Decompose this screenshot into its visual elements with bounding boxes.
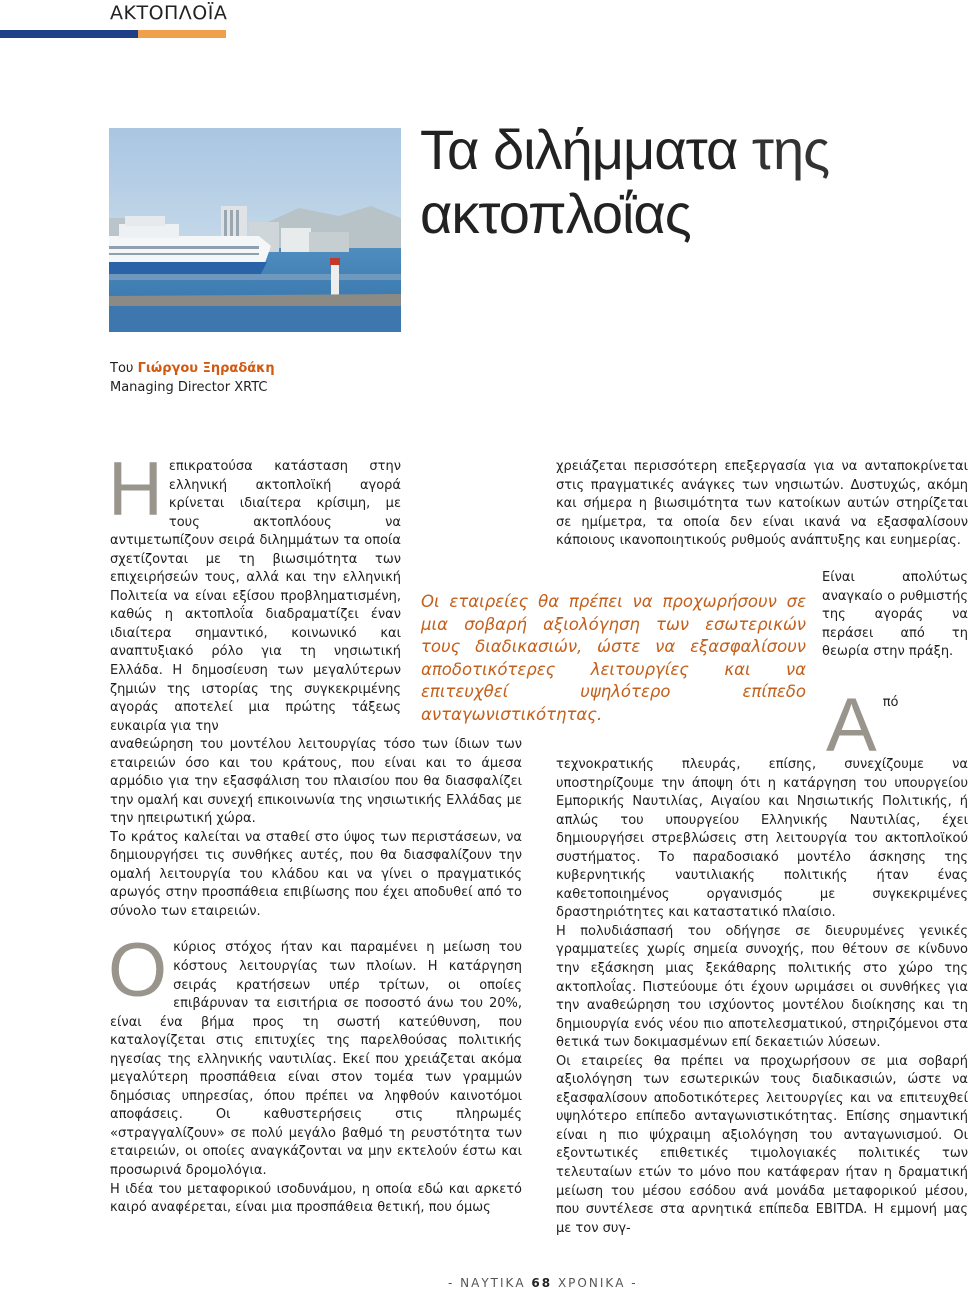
byline-author: Γιώργου Ξηραδάκη — [137, 361, 275, 376]
col1-paragraph-4: Η ιδέα του μεταφορικού ισοδυνάμου, η οποία εδώ και αρκετό καιρό αναφέρεται, είναι μια προσπάθεια θετική, που όμως — [110, 1181, 522, 1216]
column-1-lower — [110, 736, 522, 1218]
col1-paragraph-3: κύριος στόχος ήταν και παραμένει η μείωση του κόστους λειτουργίας των πλοίων. Η κατάργηση σειράς κρατήσεων υπέρ τρίτων, οι οποίες επιβάρυναν τα εισιτήρια σε ποσοστό άνω του 20%, είναι ένα βήμα προς τη σωστή κατεύθυνση, που καταλογίζεται στις επιτυχίες της παρελθούσας πολιτικής ηγεσίας της ελληνικής ναυτιλίας. Εκεί που χρειάζεται ακόμα μεγαλύτερη προσπάθεια είναι στον τομέα των γραμμών δημόσιας υπηρεσίας, όπου πρέπει να ληφθούν καινοτόμοι αποφάσεις. Οι καθυστερήσεις στις πληρωμές «στραγγαλίζουν» σε πολύ μεγάλο βαθμό τη ρευστότητα των εταιρειών, οι οποίες αναγκάζονται να μην εκτελούν έστω και προσωρινά δρομολόγια. — [110, 940, 522, 1179]
col2-paragraph-3: Η πολυδιάσπασή του οδήγησε σε διευρυμένες γενικές γραμματείες χωρίς σημεία συνοχής, που θέτουν σε κίνδυνο την εξάσκηση μιας ξεκάθαρης πολιτικής στο χώρο της ακτοπλοΐας. Πιστεύουμε ότι έχουν ωριμάσει οι συνθήκες για την αναθεώρηση του ισχύοντος μοντέλου διοίκησης και τη δημιουργία ενός νέου πιο αποτελεσματικού, στηριζόμενοι στα θετικά των δοκιμασμένων επί δεκαετιών λύσεων. — [556, 923, 968, 1051]
dropcap-alpha: Α — [826, 683, 877, 768]
byline-role: Managing Director XRTC — [110, 380, 268, 395]
col1-paragraph-2: Το κράτος καλείται να σταθεί στο ύψος των περιστάσεων, να δημιουργήσει τις συνθήκες αυτές, που θα διασφαλίζουν την ομαλή λειτουργία του κλάδου και να γίνει ο πραγματικός αρωγός στην προσπάθεια επιβίωσης που έχει αποδυθεί από το σύνολο των εταιρειών. — [110, 829, 522, 919]
col2-paragraph-2: πό τεχνοκρατικής πλευράς, επίσης, συνεχίζουμε να υποστηρίζουμε την άποψη ότι η κατάργηση του υπουργείου Εμπορικής Ναυτιλίας, Αιγαίου και Νησιωτικής Πολιτικής, ή απλώς του υπουργείου Ελληνικής Ναυτιλίας, έχει δημιουργήσει στρεβλώσεις στη λειτουργία του ακτοπλοϊκού συστήματος. Το παραδοσιακό μοντέλο άσκησης της κυβερνητικής ναυτιλιακής πολιτικής ήταν ένας καθετοποιημένος οργανισμός με συγκεκριμένες δραστηριότητες και καταστατικό πλαίσιο. — [556, 695, 968, 921]
footer-right: ΧΡΟΝΙΚΑ - — [552, 1276, 638, 1290]
byline-prefix: Του — [110, 361, 138, 376]
section-label: ΑΚΤΟΠΛΟΪΑ — [110, 2, 228, 24]
footer-left: - ΝΑΥΤΙΚΑ — [448, 1276, 532, 1290]
title-line-1a: Τα διλήμματα — [420, 118, 738, 181]
article-title — [420, 118, 829, 246]
pull-quote: Οι εταιρείες θα πρέπει να προχωρήσουν σε μια σοβαρή αξιολόγηση των εσωτερικών τους διαδικασιών, ώστε να εξασφαλίσουν αποδοτικότερες λειτουργίες και να επιτευχθεί υψηλότερο επίπεδο ανταγωνιστικότητας. — [421, 592, 806, 724]
col2-short-paragraph: Είναι απολύτως αναγκαίο ο ρυθμιστής της αγοράς να περάσει από τη θεωρία στην πράξη. — [822, 570, 968, 659]
col1-paragraph-1-cont: αναθεώρηση του μοντέλου λειτουργίας τόσο των ίδιων των εταιρειών όσο και του κράτους, που είναι και το άμεσα αρμόδιο για την εξασφάλιση του πλαισίου που θα διασφαλίζει την ομαλή και συνεχή επικοινωνία της νησιωτικής Ελλάδας με την ηπειρωτική χώρα. — [110, 737, 522, 827]
col1-paragraph-1: επικρατούσα κατάσταση στην ελληνική ακτοπλοϊκή αγορά κρίνεται ιδιαίτερα κρίσιμη, με τους ακτοπλόους να αντιμετωπίζουν σειρά διλημμάτων τα οποία σχετίζονται με τη βιωσιμότητα των επιχειρήσεών τους, αλλά και την ελληνική Πολιτεία να είναι εξίσου προβληματισμένη, καθώς η ακτοπλοΐα διαδραματίζει έναν ιδιαίτερα σημαντικό, κοινωνικό και αναπτυξιακό ρόλο για τη νησιωτική Ελλάδα. Η δημοσίευση των μεγαλύτερων ζημιών της ιστορίας της συγκεκριμένης αγοράς αποτελεί μια πρώτης τάξεως ευκαιρία για την — [110, 459, 401, 734]
title-line-1b: της — [737, 118, 830, 181]
header-blue-bar — [0, 30, 138, 38]
header-orange-bar — [138, 30, 226, 38]
col2-paragraph-4: Οι εταιρείες θα πρέπει να προχωρήσουν σε μια σοβαρή αξιολόγηση των εσωτερικών τους διαδικασιών, ώστε να εξασφαλίσουν αποδοτικότερες λειτουργίες και να επιτευχθεί υψηλότερο επίπεδο ανταγωνιστικότητας. Επίσης σημαντική είναι η πιο ψύχραιμη αξιολόγηση του ανταγωνισμού. Οι εξοντωτικές επιθετικές τιμολογιακές πολιτικές των τελευταίων ετών το μόνο που κατάφεραν ήταν η δραματική μείωση του μέσου εσόδου ανά μονάδα μεταφορικού μέσου, που συντέλεσε στα αρνητικά επίπεδα EBITDA. Η εμμονή μας με τον συγ- — [556, 1053, 968, 1236]
page-number: 68 — [531, 1276, 553, 1290]
byline — [110, 359, 275, 397]
dropcap-omicron: Ο — [108, 928, 168, 1014]
column-2-upper — [556, 458, 968, 551]
dropcap-eta: Η — [108, 447, 163, 532]
harbor-ferry-photo — [109, 128, 401, 332]
column-2-lower — [556, 683, 968, 1238]
title-line-2: ακτοπλοΐας — [420, 182, 691, 245]
column-1-upper — [108, 447, 401, 736]
col2-paragraph-1: χρειάζεται περισσότερη επεξεργασία για να ανταποκρίνεται στις πραγματικές ανάγκες των νησιωτών. Δυστυχώς, ακόμη και σήμερα η βιωσιμότητα των κατοίκων αυτών στηρίζεται σε ημίμετρα, τα οποία δεν είναι ικανά να εξασφαλίσουν κάποιους ικανοποιητικούς ρυθμούς ανάπτυξης και ευημερίας. — [556, 459, 968, 549]
page-footer — [448, 1276, 638, 1290]
